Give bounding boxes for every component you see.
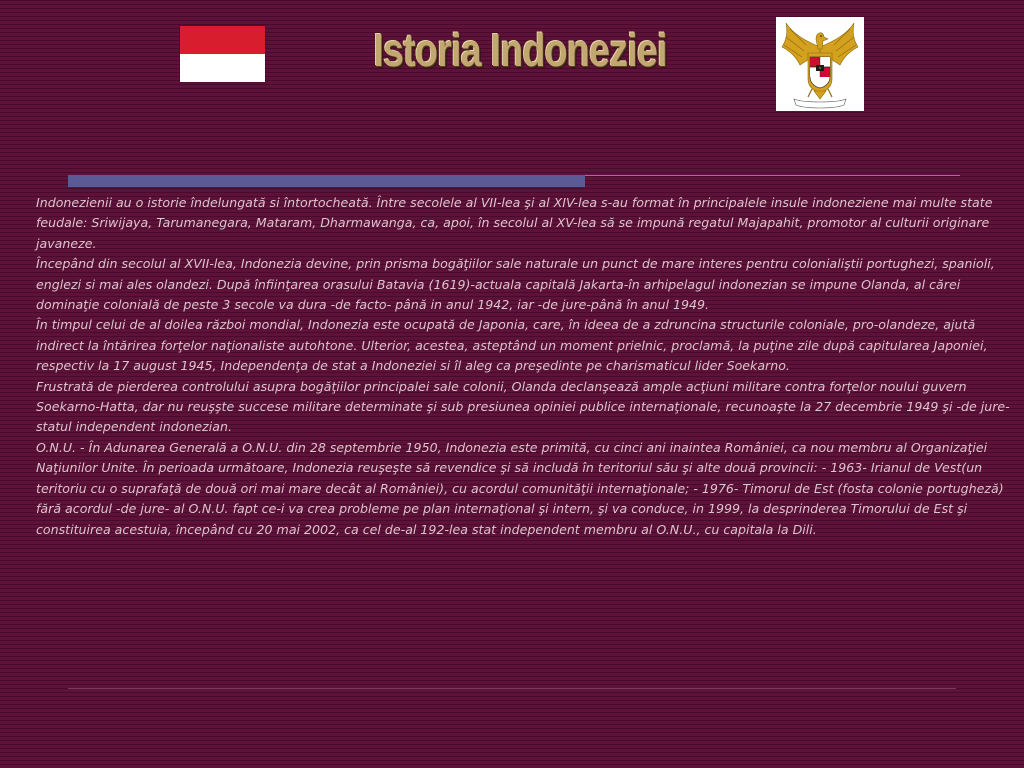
paragraph-dutch-colonial: Începând din secolul al XVII-lea, Indonezia devine, prin prisma bogăţiilor sale naturale un punct de mare interes pentru colonialiştii portughezi, spanioli, englezi si mai ales olandezi. După înfiinţarea orasului Batavia (1619)-actuala capitală Jakarta-în arhipelagul indonezian se impune Olanda, al cărei dominaţie colonială de peste 3 secole va dura -de facto- până in anul 1942, iar -de jure-până în anul 1949. (36, 256, 995, 313)
slide-title: Istoria Indoneziei (373, 24, 667, 76)
progress-bar-fill (68, 175, 585, 187)
paragraph-recognition: Frustrată de pierderea controlului asupra bogăţiilor principalei sale colonii, Olanda declanşează ample acţiuni militare contra forţelor noului guvern Soekarno-Hatta, dar nu reuşşte succese militare determinate şi sub presiunea opiniei publice internaţionale, recunoaşte la 27 decembrie 1949 şi -de jure- statul independent indonezian. (36, 378, 1010, 435)
footer-divider (68, 688, 956, 689)
paragraph-feudal-states: Indonezienii au o istorie îndelungată si întortocheată. Între secolele al VII-lea şi al XIV-lea s-au format în principalele insule indoneziene mai multe state feudale: Sriwijaya, Tarumanegara, Mataram, Dharmawanga, ca, apoi, în secolul al XV-lea să se impună regatul Majapahit, promotor al culturii originare javaneze. (36, 195, 993, 251)
history-text (36, 193, 1014, 540)
indonesia-flag (180, 26, 265, 82)
progress-bar (68, 175, 960, 187)
garuda-emblem-icon (776, 17, 864, 111)
paragraph-independence: În timpul celui de al doilea război mondial, Indonezia este ocupată de Japonia, care, în ideea de a zdruncina structurile coloniale, pro-olandeze, ajută indirect la întărirea forţelor naţionaliste autohtone. Ulterior, acestea, asteptând un moment prielnic, proclamă, la puţine zile după capitularea Japoniei, respectiv la 17 august 1945, Independenţa de stat a Indoneziei si îl aleg ca preşedinte pe charismaticul lider Soekarno. (36, 317, 988, 374)
paragraph-un-membership: O.N.U. - În Adunarea Generală a O.N.U. din 28 septembrie 1950, Indonezia este primită, cu cinci ani inaintea României, ca nou membru al Organizaţiei Naţiunilor Unite. În perioada următoare, Indonezia reuşeşte să revendice şi să includă în teritoriul său şi alte două provincii: - 1963- Irianul de Vest(un teritoriu cu o suprafaţă de două ori mai mare decât al României), cu acordul comunităţii internaţionale; - 1976- Timorul de Est (fosta colonie portugheză) fără acordul -de jure- al O.N.U. fapt ce-i va crea probleme pe plan internaţional şi intern, şi va conduce, in 1999, la desprinderea Timorului de Est şi constituirea acestuia, începând cu 20 mai 2002, ca cel de-al 192-lea stat independent membru al O.N.U., cu capitala la Dili. (36, 439, 1004, 537)
flag-red-stripe (180, 26, 265, 54)
flag-white-stripe (180, 54, 265, 82)
